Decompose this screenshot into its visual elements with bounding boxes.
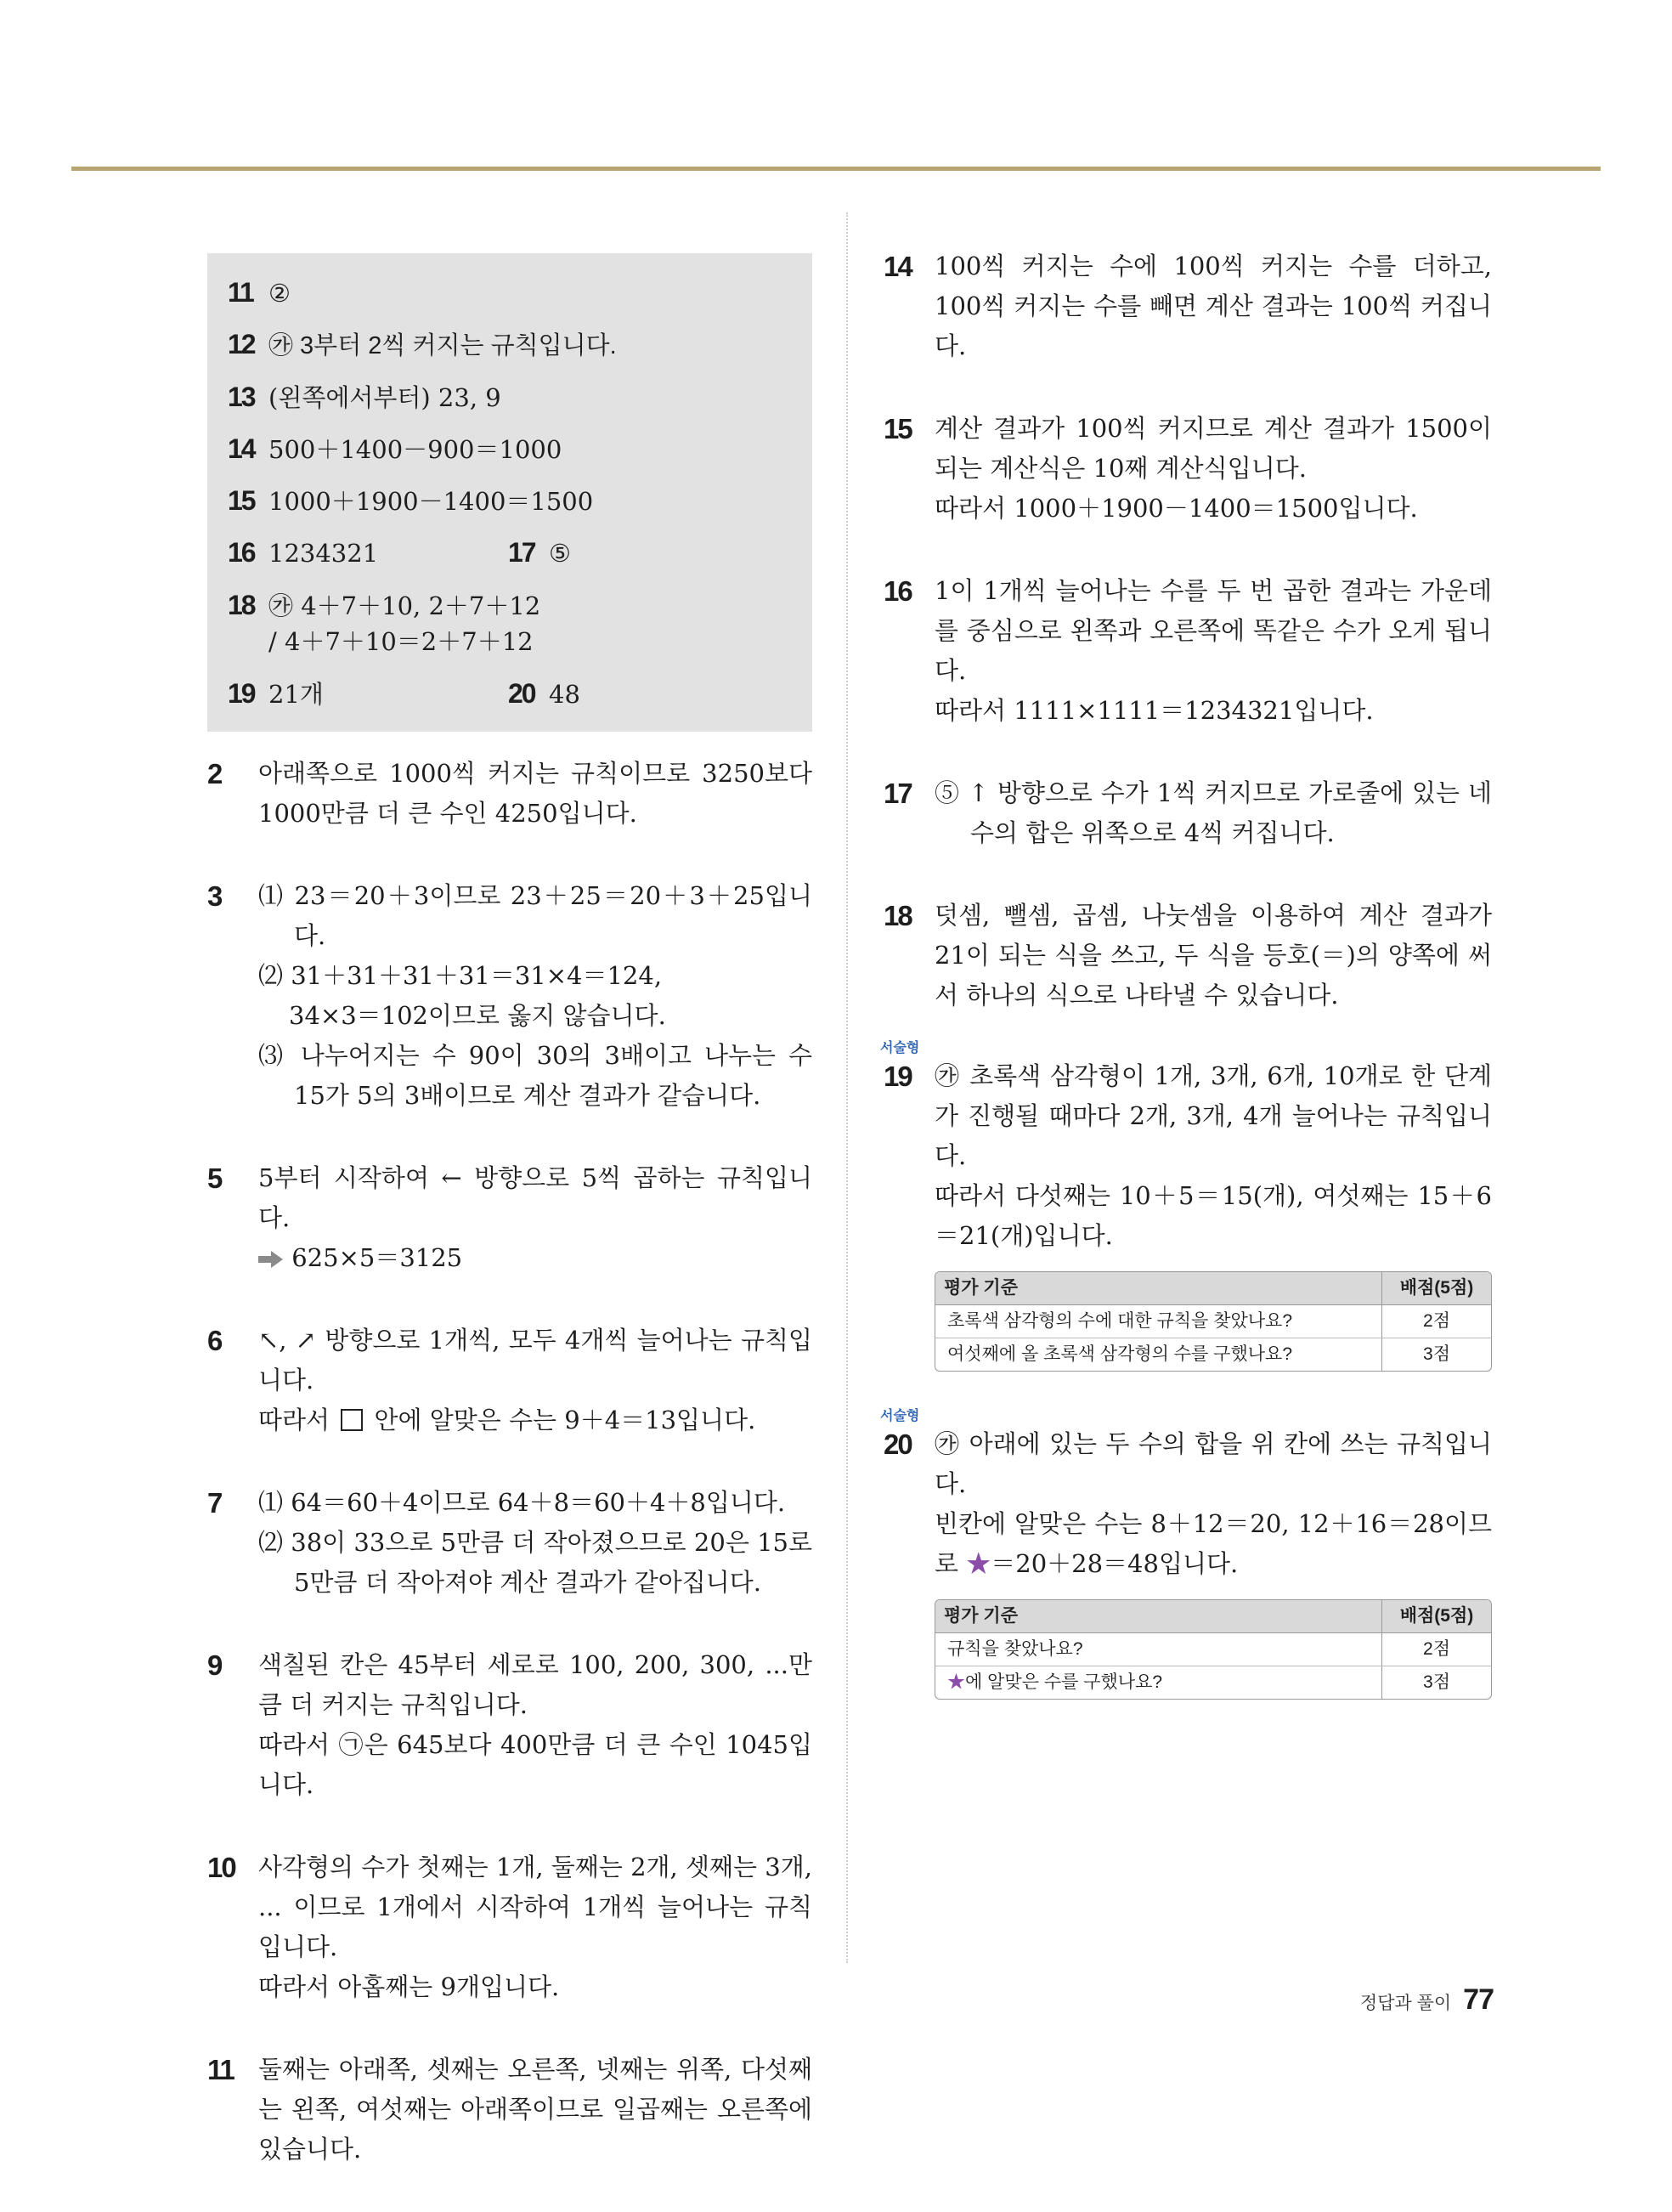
- answer-text: [268, 588, 792, 659]
- item-text: 따라서 1000＋1900－1400＝1500입니다.: [935, 494, 1418, 523]
- essay-tag: 서술형: [880, 1041, 920, 1055]
- rubric-score: 3점: [1381, 1666, 1491, 1699]
- solution-item: [207, 2050, 812, 2170]
- rubric-criteria-cell: [935, 1666, 1381, 1699]
- solution-item: [884, 409, 1492, 529]
- item-text: 5부터 시작하여 ← 방향으로 5씩 곱하는 규칙입니다.: [258, 1163, 812, 1232]
- answer-number: 17: [508, 537, 535, 568]
- item-text: 따라서 ㉠은 645보다 400만큼 더 큰 수인 1045입니다.: [258, 1730, 812, 1799]
- rubric-criteria: 규칙을 찾았나요?: [935, 1633, 1381, 1666]
- star-icon: ★: [966, 1549, 991, 1578]
- rubric-row: [935, 1338, 1491, 1371]
- answer-text: 1000＋1900－1400＝1500: [268, 487, 594, 516]
- solution-item: [884, 571, 1492, 731]
- item-number: 2: [207, 758, 222, 789]
- item-line: [935, 1504, 1492, 1584]
- item-text: 둘째는 아래쪽, 셋째는 오른쪽, 넷째는 위쪽, 다섯째는 왼쪽, 여섯째는 아래쪽이므로 일곱째는 오른쪽에 있습니다.: [258, 2055, 812, 2164]
- rubric-score: 2점: [1381, 1305, 1491, 1338]
- solution-item: [884, 896, 1492, 1015]
- item-body: [258, 2050, 812, 2170]
- answer-cell: [228, 668, 508, 720]
- column-divider: [846, 212, 848, 1963]
- item-text: ＝20＋28＝48입니다.: [991, 1549, 1239, 1578]
- item-number-wrap: [880, 1041, 935, 1372]
- item-text: 덧셈, 뺄셈, 곱셈, 나눗셈을 이용하여 계산 결과가 21이 되는 식을 쓰고, 두 식을 등호(＝)의 양쪽에 써서 하나의 식으로 나타낼 수 있습니다.: [935, 901, 1492, 1010]
- item-text: 100씩 커지는 수에 100씩 커지는 수를 더하고, 100씩 커지는 수를 빼면 계산 결과는 100씩 커집니다.: [935, 252, 1492, 360]
- item-number: 9: [207, 1649, 222, 1681]
- answer-row: [228, 527, 792, 579]
- item-text: 사각형의 수가 첫째는 1개, 둘째는 2개, 셋째는 3개, ... 이므로 1개에서 시작하여 1개씩 늘어나는 규칙입니다.: [258, 1853, 812, 1961]
- item-body: [258, 1321, 812, 1440]
- answer-number: 12: [228, 329, 255, 359]
- item-body: [935, 246, 1492, 366]
- item-body: [258, 754, 812, 834]
- item-text: ⑶ 나누어지는 수 90이 30의 3배이고 나누는 수 15가 5의 3배이므로 계산 결과가 같습니다.: [258, 1041, 812, 1110]
- item-text: ㉮ 초록색 삼각형이 1개, 3개, 6개, 10개로 한 단계가 진행될 때마다 2개, 3개, 4개 늘어나는 규칙입니다.: [935, 1061, 1492, 1170]
- answer-row: [228, 668, 792, 720]
- item-line: [258, 1321, 812, 1400]
- item-number: 6: [207, 1325, 222, 1356]
- item-number: 3: [207, 880, 222, 912]
- item-line: [258, 1400, 812, 1440]
- item-text: 아래쪽으로 1000씩 커지는 규칙이므로 3250보다 1000만큼 더 큰 수인 4250입니다.: [258, 759, 812, 828]
- direction-arrows: ↖, ↗: [258, 1326, 317, 1355]
- answer-cell: [508, 527, 788, 579]
- solution-item: [207, 1645, 812, 1805]
- item-text: ⑤ ↑ 방향으로 수가 1씩 커지므로 가로줄에 있는 네 수의 합은 위쪽으로 4씩 커집니다.: [935, 778, 1492, 847]
- item-text: 색칠된 칸은 45부터 세로로 100, 200, 300, ...만큼 더 커지는 규칙입니다.: [258, 1650, 812, 1719]
- item-number: 5: [207, 1163, 222, 1194]
- answer-line: ㉮ 4＋7＋10, 2＋7＋12: [268, 591, 541, 620]
- item-text: 따라서: [258, 1406, 330, 1434]
- answer-row: [228, 423, 792, 475]
- item-text: 빈칸에 알맞은 수는 8＋12＝20, 12＋16＝28이므로: [935, 1509, 1492, 1578]
- right-arrow-icon: [258, 1250, 284, 1269]
- answer-text: ②: [268, 279, 291, 308]
- rubric-row: [935, 1305, 1491, 1338]
- item-text: 방향으로 1개씩, 모두 4개씩 늘어나는 규칙입니다.: [258, 1326, 812, 1395]
- rubric-table: [935, 1599, 1492, 1700]
- rubric-score: 3점: [1381, 1338, 1491, 1371]
- answer-number: 14: [228, 433, 255, 464]
- rubric-header-row: [935, 1600, 1491, 1633]
- item-number: 11: [207, 2054, 234, 2085]
- item-number: 7: [207, 1487, 222, 1519]
- item-text: 1이 1개씩 늘어나는 수를 두 번 곱한 결과는 가운데를 중심으로 왼쪽과 오른쪽에 똑같은 수가 오게 됩니다.: [935, 576, 1492, 685]
- item-text: ⑵ 31＋31＋31＋31＝31×4＝124,: [258, 961, 663, 990]
- answer-text: ⑤: [549, 539, 571, 568]
- item-body: [935, 773, 1492, 853]
- page-number: 77: [1463, 1983, 1494, 2016]
- item-body: [258, 1645, 812, 1805]
- item-text: 따라서 아홉째는 9개입니다.: [258, 1972, 560, 2001]
- item-text: ⑴ 23＝20＋3이므로 23＋25＝20＋3＋25입니다.: [258, 881, 812, 950]
- item-number: 15: [884, 413, 912, 444]
- answer-number: 18: [228, 590, 255, 620]
- rubric-score: 2점: [1381, 1633, 1491, 1666]
- item-text: ㉮ 아래에 있는 두 수의 합을 위 칸에 쓰는 규칙입니다.: [935, 1429, 1492, 1498]
- item-text: 안에 알맞은 수는 9＋4＝13입니다.: [374, 1406, 756, 1434]
- rubric-table: [935, 1271, 1492, 1372]
- square-icon: [341, 1409, 363, 1431]
- rubric-criteria: 초록색 삼각형의 수에 대한 규칙을 찾았나요?: [935, 1305, 1381, 1338]
- rubric-row: [935, 1633, 1491, 1666]
- item-body: [258, 1158, 812, 1278]
- solution-item: [207, 1847, 812, 2007]
- item-text: 34×3＝102이므로 옳지 않습니다.: [289, 1001, 666, 1030]
- item-text: ⑵ 38이 33으로 5만큼 더 작아졌으므로 20은 15로 5만큼 더 작아져야 계산 결과가 같아집니다.: [258, 1528, 812, 1597]
- item-number: 19: [884, 1061, 912, 1092]
- answer-row: [228, 371, 792, 423]
- header-rule: [71, 167, 1601, 171]
- answer-cell: [228, 527, 508, 579]
- answer-text: (왼쪽에서부터) 23, 9: [268, 383, 501, 412]
- answer-number: 20: [508, 678, 535, 709]
- footer-label: 정답과 풀이: [1359, 1994, 1452, 2013]
- item-text: 계산 결과가 100씩 커지므로 계산 결과가 1500이 되는 계산식은 10째 계산식입니다.: [935, 414, 1492, 483]
- item-line: [258, 1238, 812, 1278]
- solution-item: [884, 773, 1492, 853]
- answer-text: 1234321: [268, 539, 379, 568]
- solution-item: [207, 754, 812, 834]
- solution-item: [207, 1483, 812, 1603]
- rubric-header-row: [935, 1272, 1491, 1305]
- star-icon: ★: [947, 1672, 965, 1692]
- item-body: [935, 1409, 1492, 1700]
- right-column: [880, 246, 1492, 1742]
- item-number-wrap: [880, 1409, 935, 1700]
- solution-item: [880, 1409, 1492, 1700]
- answer-number: 13: [228, 382, 255, 412]
- item-body: [258, 1847, 812, 2007]
- item-body: [935, 571, 1492, 731]
- item-body: [258, 1483, 812, 1603]
- rubric-criteria: 여섯째에 올 초록색 삼각형의 수를 구했나요?: [947, 1344, 1292, 1364]
- answer-row: [228, 267, 792, 319]
- rubric-header-criteria: 평가 기준: [935, 1600, 1381, 1633]
- answer-number: 15: [228, 485, 255, 516]
- item-text: ⑴ 64＝60＋4이므로 64＋8＝60＋4＋8입니다.: [258, 1488, 786, 1517]
- item-body: [935, 409, 1492, 529]
- item-body: [935, 1041, 1492, 1372]
- item-body: [258, 876, 812, 1116]
- answer-cell: [508, 668, 788, 720]
- answer-number: 16: [228, 537, 255, 568]
- solution-item: [207, 1321, 812, 1440]
- answer-text: 21개: [268, 680, 324, 709]
- rubric-header-score: 배점(5점): [1381, 1272, 1491, 1305]
- rubric-row: [935, 1666, 1491, 1699]
- item-text: 625×5＝3125: [291, 1243, 463, 1272]
- solution-item: [207, 1158, 812, 1278]
- item-number: 20: [884, 1428, 912, 1460]
- page-footer: [1360, 1983, 1494, 2017]
- answer-text: 500＋1400－900＝1000: [268, 435, 562, 464]
- item-text: 따라서 다섯째는 10＋5＝15(개), 여섯째는 15＋6＝21(개)입니다.: [935, 1181, 1492, 1250]
- rubric-criteria: 에 알맞은 수를 구했나요?: [965, 1672, 1163, 1692]
- answer-row: [228, 475, 792, 527]
- answer-row: [228, 319, 792, 371]
- answer-text: 48: [549, 680, 580, 709]
- rubric-header-criteria: 평가 기준: [935, 1272, 1381, 1305]
- item-number: 10: [207, 1852, 235, 1883]
- solution-item: [884, 246, 1492, 366]
- left-column: [207, 253, 812, 2212]
- answer-text: ㉮ 3부터 2씩 커지는 규칙입니다.: [268, 332, 617, 359]
- solution-item: [880, 1041, 1492, 1372]
- item-number: 16: [884, 575, 912, 607]
- answer-line: / 4＋7＋10＝2＋7＋12: [268, 627, 534, 656]
- item-text: 따라서 1111×1111＝1234321입니다.: [935, 696, 1374, 725]
- answer-number: 19: [228, 678, 255, 709]
- item-body: [935, 896, 1492, 1015]
- answer-number: 11: [228, 277, 253, 308]
- solution-item: [207, 876, 812, 1116]
- essay-tag: 서술형: [880, 1409, 920, 1423]
- item-number: 14: [884, 251, 912, 282]
- item-number: 17: [884, 778, 912, 809]
- rubric-header-score: 배점(5점): [1381, 1600, 1491, 1633]
- answer-key-box: [207, 253, 812, 732]
- answer-row: [228, 579, 792, 668]
- item-number: 18: [884, 900, 912, 931]
